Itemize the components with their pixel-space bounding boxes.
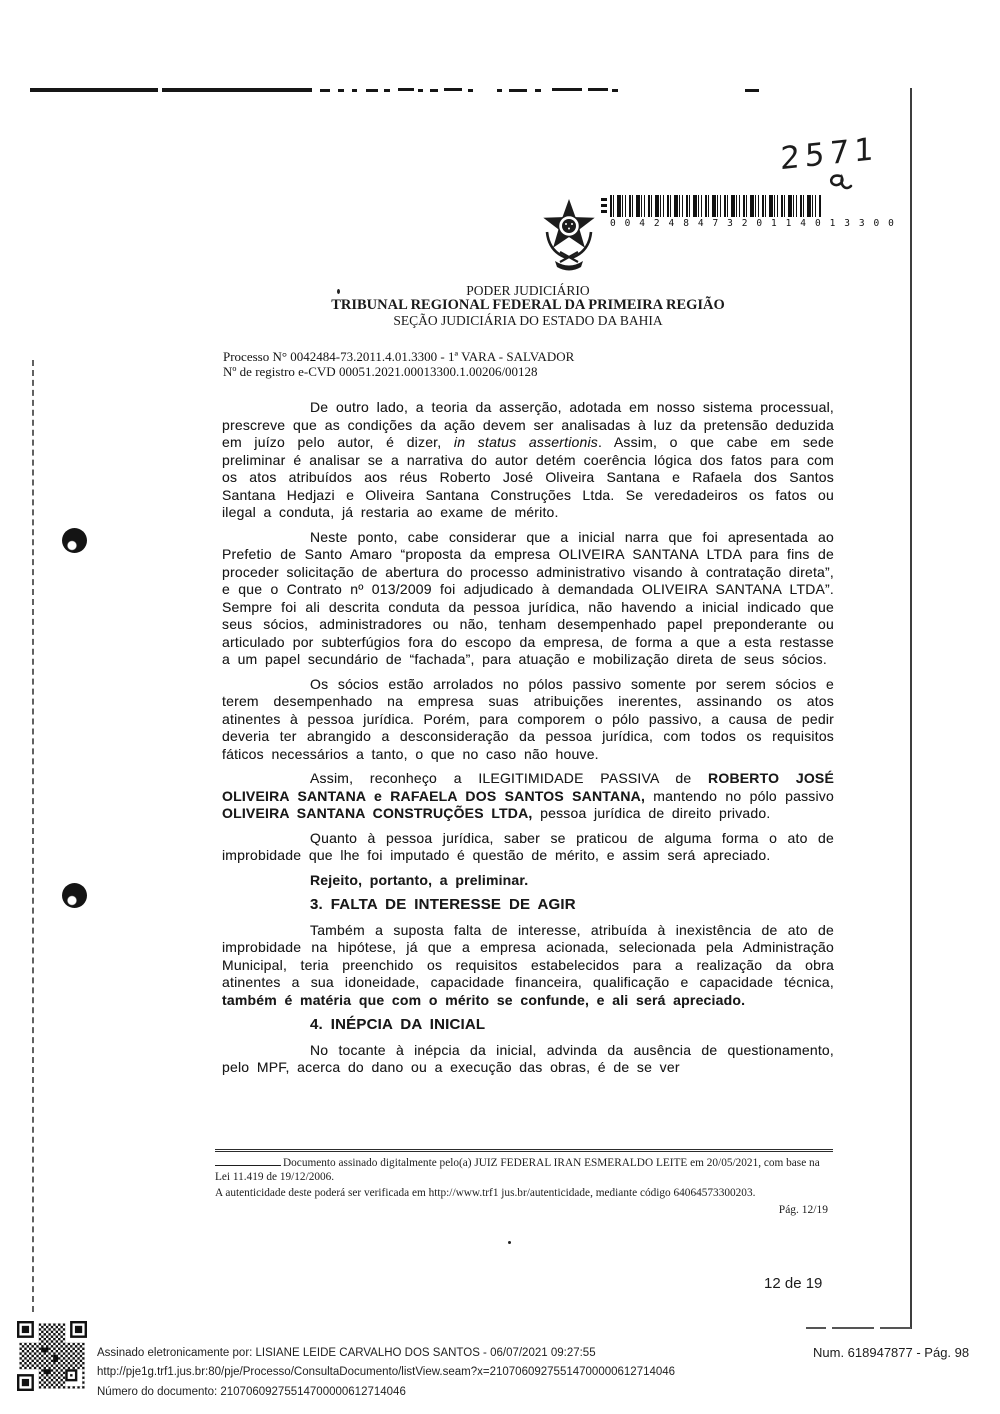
paragraph-initial-narrative: Neste ponto, cabe considerar que a inicial narra que foi apresentada ao Prefetio de Santo Amaro “proposta da empresa OLIVEIRA SANTANA LTDA para fins de proceder solicitação de abertura do processo administrativo visando à contratação direta”, e que o Contrato nº 013/2009 foi adjudicado à demandada OLIVEIRA SANTANA LTDA”. Sempre foi ali descrita conduta da pessoa jurídica, não havendo a inicial indicado que seus sócios, administradores ou não, tenham desempenhado papel preponderante ou articulado por subterfúgios fora do escopo da empresa, de forma a que a esta restasse a um papel secundário de “fachada”, para atuação e mobilização direta de seus sócios.: [222, 528, 834, 667]
page-border-bottom: [806, 1327, 826, 1329]
statement-preliminary-rejected: Rejeito, portanto, a preliminar.: [310, 871, 529, 888]
scan-artifact: [588, 88, 608, 91]
handwritten-flourish: [824, 172, 858, 198]
scan-artifact: [601, 198, 607, 216]
authenticity-statement: A autenticidade deste poderá ser verificada em http://www.trf1 jus.br/autenticidade, mediante código 64064573300203.: [215, 1187, 756, 1199]
scan-artifact: [745, 89, 759, 92]
document-body: [222, 399, 834, 1084]
page-border-bottom: [880, 1327, 911, 1329]
scan-artifact-foldline: [32, 360, 34, 1312]
signature-statement-text: Documento assinado digitalmente pelo(a) JUIZ FEDERAL IRAN ESMERALDO LEITE em 20/05/2021, com base na Lei 11.419 de 19/12/2006.: [215, 1157, 820, 1183]
header-secao-judiciaria: SEÇÃO JUDICIÁRIA DO ESTADO DA BAHIA: [393, 313, 663, 328]
document-num-reference: Num. 618947877 - Pág. 98: [813, 1345, 970, 1360]
scan-artifact: [384, 89, 390, 92]
hole-punch-mark: [62, 883, 87, 908]
document-url-line: http://pje1g.trf1.jus.br:80/pje/Processo/ConsultaDocumento/listView.seam?x=21070609275514700000612714046: [97, 1366, 676, 1379]
barcode-bars: [610, 195, 822, 217]
page-border-bottom: [832, 1327, 874, 1329]
qr-code: [17, 1317, 87, 1395]
page-border-right: [910, 88, 912, 1329]
scan-artifact: [352, 89, 357, 92]
header-tribunal: TRIBUNAL REGIONAL FEDERAL DA PRIMEIRA REGIÃO: [331, 297, 725, 313]
document-number-line: Número do documento: 21070609275514700000612714046: [97, 1385, 406, 1398]
paragraph-ineptitude: No tocante à inépcia da inicial, advinda da ausência de questionamento, pelo MPF, acerca do dano ou a execução das obras, é de se ver: [222, 1041, 834, 1075]
scan-artifact: [535, 89, 541, 92]
hole-punch-mark: [62, 528, 87, 553]
footer-divider: [215, 1149, 833, 1152]
scan-artifact: [444, 88, 462, 91]
document-header: [222, 283, 834, 328]
signed-by-line: Assinado eletronicamente por: LISIANE LEIDE CARVALHO DOS SANTOS - 06/07/2021 09:27:55: [97, 1347, 596, 1359]
process-registry: Nº de registro e-CVD 00051.2021.00013300.1.00206/00128: [223, 363, 538, 379]
signature-statement: [215, 1155, 837, 1184]
scan-artifact: [430, 89, 438, 92]
scan-artifact: [398, 88, 414, 91]
scan-artifact: [320, 89, 330, 92]
handwritten-page-number: 2571: [780, 130, 879, 178]
sheet-counter: 12 de 19: [764, 1275, 823, 1292]
paragraph-legal-entity-merit: Quanto à pessoa jurídica, saber se praticou de alguma forma o ato de improbidade que lhe foi imputado é questão de mérito, e assim será apreciado.: [222, 829, 834, 863]
process-identification: [223, 350, 835, 379]
page-reference: Pág. 12/19: [778, 1204, 828, 1216]
scan-artifact: [366, 89, 378, 92]
paragraph-passive-illegitimacy: Assim, reconheço a ILEGITIMIDADE PASSIVA de ROBERTO JOSÉ OLIVEIRA SANTANA e RAFAELA DOS SANTOS SANTANA, mantendo no pólo passivo OLIVEIRA SANTANA CONSTRUÇÕES LTDA, pessoa jurídica de direito privado.: [222, 770, 835, 821]
electronic-signature-block: [97, 1344, 675, 1402]
digital-signature-footer: [215, 1155, 837, 1201]
paragraph-lack-of-interest: Também a suposta falta de interesse, atribuída à inexistência de ato de improbidade na hipótese, já que a empresa acionada, selecionada pela Administração Municipal, teria preenchido os requisitos estabelecidos para a realização da obra atinentes a sua idoneidade, capacidade financeira, qualificação e capacidade técnica, também é matéria que com o mérito se confunde, e ali será apreciado.: [222, 921, 834, 1008]
brazil-coat-of-arms-icon: [534, 196, 604, 274]
scan-artifact: [497, 89, 502, 92]
process-number: Processo N° 0042484-73.2011.4.01.3300 - 1ª VARA - SALVADOR: [223, 349, 575, 364]
underline-prefix: [215, 1155, 281, 1166]
scan-artifact: [612, 89, 618, 92]
section-heading-4: 4. INÉPCIA DA INICIAL: [310, 1016, 486, 1033]
scan-artifact: [162, 88, 312, 92]
section-heading-3: 3. FALTA DE INTERESSE DE AGIR: [310, 896, 576, 913]
paragraph-partners-liability: Os sócios estão arrolados no pólos passivo somente por serem sócios e terem desempenhado na empresa suas atribuições inerentes, assinando os atos atinentes à pessoa jurídica. Porém, para comporem o pólo passivo, a causa de pedir deveria ter abrangido a desconsideração da pessoa jurídica, com todos os requisitos fáticos necessários a tanto, o que no caso não houve.: [222, 675, 834, 762]
header-poder-judiciario: PODER JUDICIÁRIO: [466, 283, 590, 298]
scan-artifact: [468, 89, 473, 92]
scan-artifact-dot: [508, 1241, 511, 1244]
barcode: [610, 195, 896, 229]
scan-artifact: [338, 89, 344, 92]
scan-artifact: [509, 89, 527, 92]
scan-artifact: [418, 89, 423, 92]
barcode-digits: 0 0 4 2 4 8 4 7 3 2 0 1 1 4 0 1 3 3 0 0: [610, 218, 896, 229]
paragraph-assertion-theory: De outro lado, a teoria da asserção, adotada em nosso sistema processual, prescreve que as condições da ação devem ser analisadas à luz da pretensão deduzida em juízo pelo autor, é dizer, in status assertionis. Assim, o que cabe em sede preliminar é analisar se a narrativa do autor detém coerência lógica dos fatos para com os atos atribuídos aos réus Roberto José Oliveira Santana e Rafaela dos Santos Santana Hedjazi e Oliveira Santana Construções Ltda. Se veredadeiros os fatos ou ilegal a conduta, já restaria ao exame de mérito.: [222, 399, 834, 520]
scan-artifact: [30, 88, 158, 92]
scan-artifact: [552, 88, 582, 91]
